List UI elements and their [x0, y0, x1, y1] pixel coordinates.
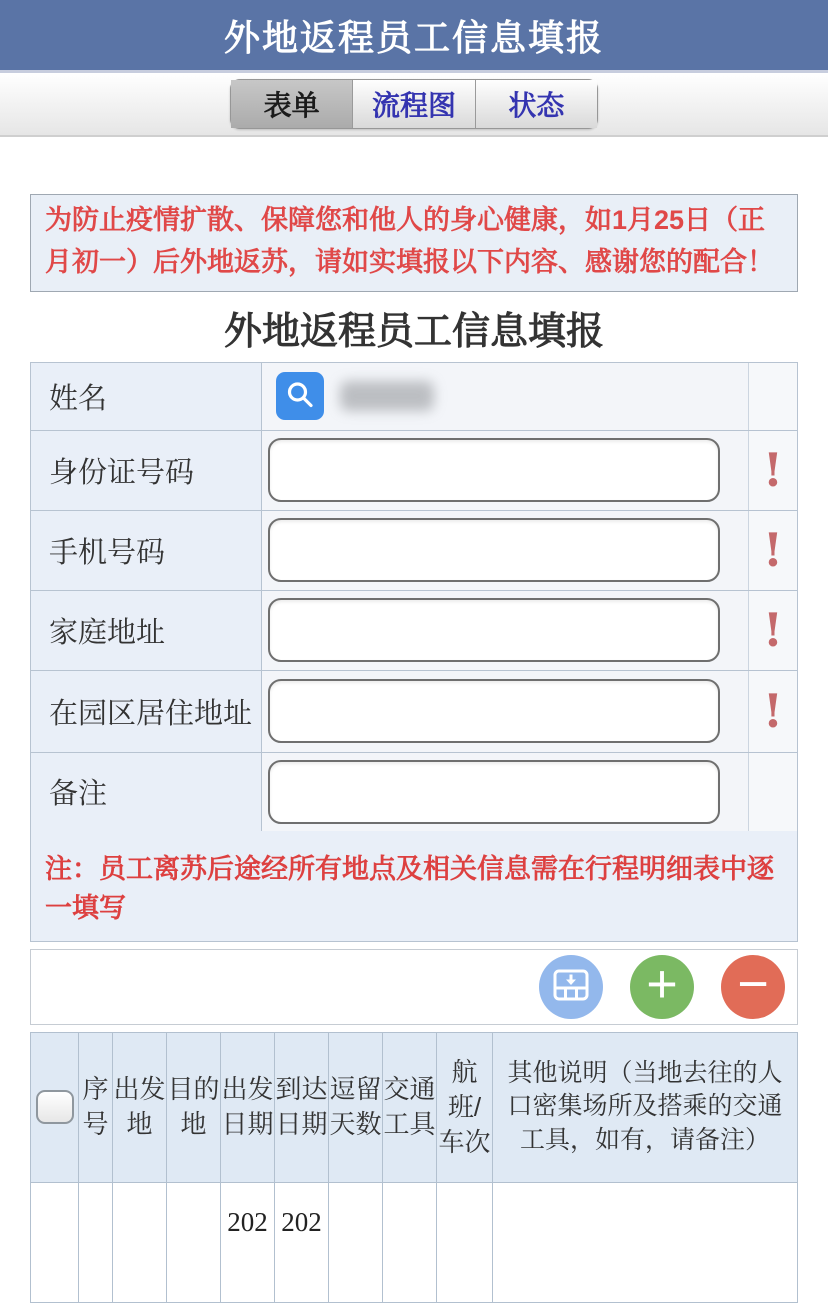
park-address-label: 在园区居住地址 [31, 671, 262, 752]
name-lookup-button[interactable] [276, 372, 324, 420]
plus-icon: + [646, 954, 678, 1015]
col-origin: 出发地 [113, 1032, 167, 1182]
tab-form[interactable]: 表单 [231, 80, 352, 128]
transport-cell[interactable] [383, 1182, 437, 1302]
add-row-button[interactable] [630, 955, 694, 1019]
trip-data-row [31, 1182, 798, 1302]
tab-strip [0, 73, 828, 137]
phone-label: 手机号码 [31, 511, 262, 590]
depart-date-cell[interactable]: 202 [221, 1182, 275, 1302]
form-row-phone [31, 511, 797, 591]
app-title: 外地返程员工信息填报 [223, 16, 604, 58]
col-other-notes: 其他说明（当地去往的人口密集场所及搭乘的交通工具，如有，请备注） [493, 1032, 798, 1182]
col-seq: 序号 [79, 1032, 113, 1182]
stay-days-cell[interactable] [329, 1182, 383, 1302]
name-label: 姓名 [31, 363, 262, 430]
required-marker: ! [762, 603, 784, 658]
trip-table-toolbar [30, 949, 798, 1025]
form-row-id-number [31, 431, 797, 511]
minus-icon: − [737, 954, 769, 1015]
col-transport: 交通工具 [383, 1032, 437, 1182]
home-address-label: 家庭地址 [31, 591, 262, 670]
col-depart-date: 出发日期 [221, 1032, 275, 1182]
app-header [0, 0, 828, 73]
page-content [0, 194, 828, 1303]
table-import-icon [553, 969, 589, 1004]
form-title: 外地返程员工信息填报 [223, 310, 604, 353]
epidemic-notice: 为防止疫情扩散、保障您和他人的身心健康，如1月25日（正月初一）后外地返苏，请如实填报以下内容、感谢您的配合！ [30, 194, 798, 292]
destination-cell[interactable] [167, 1182, 221, 1302]
arrive-date-cell[interactable]: 202 [275, 1182, 329, 1302]
id-number-input[interactable] [268, 438, 720, 502]
col-arrive-date: 到达日期 [275, 1032, 329, 1182]
tab-status[interactable]: 状态 [475, 80, 597, 128]
import-rows-button[interactable] [539, 955, 603, 1019]
required-marker: ! [762, 523, 784, 578]
select-all-checkbox[interactable] [36, 1090, 74, 1124]
other-notes-cell[interactable] [493, 1182, 798, 1302]
search-icon [284, 379, 316, 414]
employee-form-table [30, 362, 798, 942]
redacted-employee-name [340, 381, 434, 411]
trip-header-row [31, 1032, 798, 1182]
form-row-park-address [31, 671, 797, 753]
col-destination: 目的地 [167, 1032, 221, 1182]
remove-row-button[interactable] [721, 955, 785, 1019]
select-all-cell [31, 1032, 79, 1182]
phone-input[interactable] [268, 518, 720, 582]
col-stay-days: 逗留天数 [329, 1032, 383, 1182]
origin-cell[interactable] [113, 1182, 167, 1302]
form-row-name [31, 363, 797, 431]
flight-train-cell[interactable] [437, 1182, 493, 1302]
required-marker: ! [762, 443, 784, 498]
tab-flowchart[interactable]: 流程图 [352, 80, 474, 128]
park-address-input[interactable] [268, 679, 720, 743]
trip-detail-table [30, 1032, 798, 1303]
home-address-input[interactable] [268, 598, 720, 662]
tab-segmented-control [230, 79, 598, 129]
trip-note: 注：员工离苏后途经所有地点及相关信息需在行程明细表中逐一填写 [31, 831, 797, 941]
form-row-remark [31, 753, 797, 831]
remark-label: 备注 [31, 753, 262, 831]
name-value-cell [262, 363, 749, 430]
form-row-home-address [31, 591, 797, 671]
remark-input[interactable] [268, 760, 720, 824]
required-marker: ! [762, 684, 784, 739]
col-flight-train: 航班/车次 [437, 1032, 493, 1182]
id-number-label: 身份证号码 [31, 431, 262, 510]
